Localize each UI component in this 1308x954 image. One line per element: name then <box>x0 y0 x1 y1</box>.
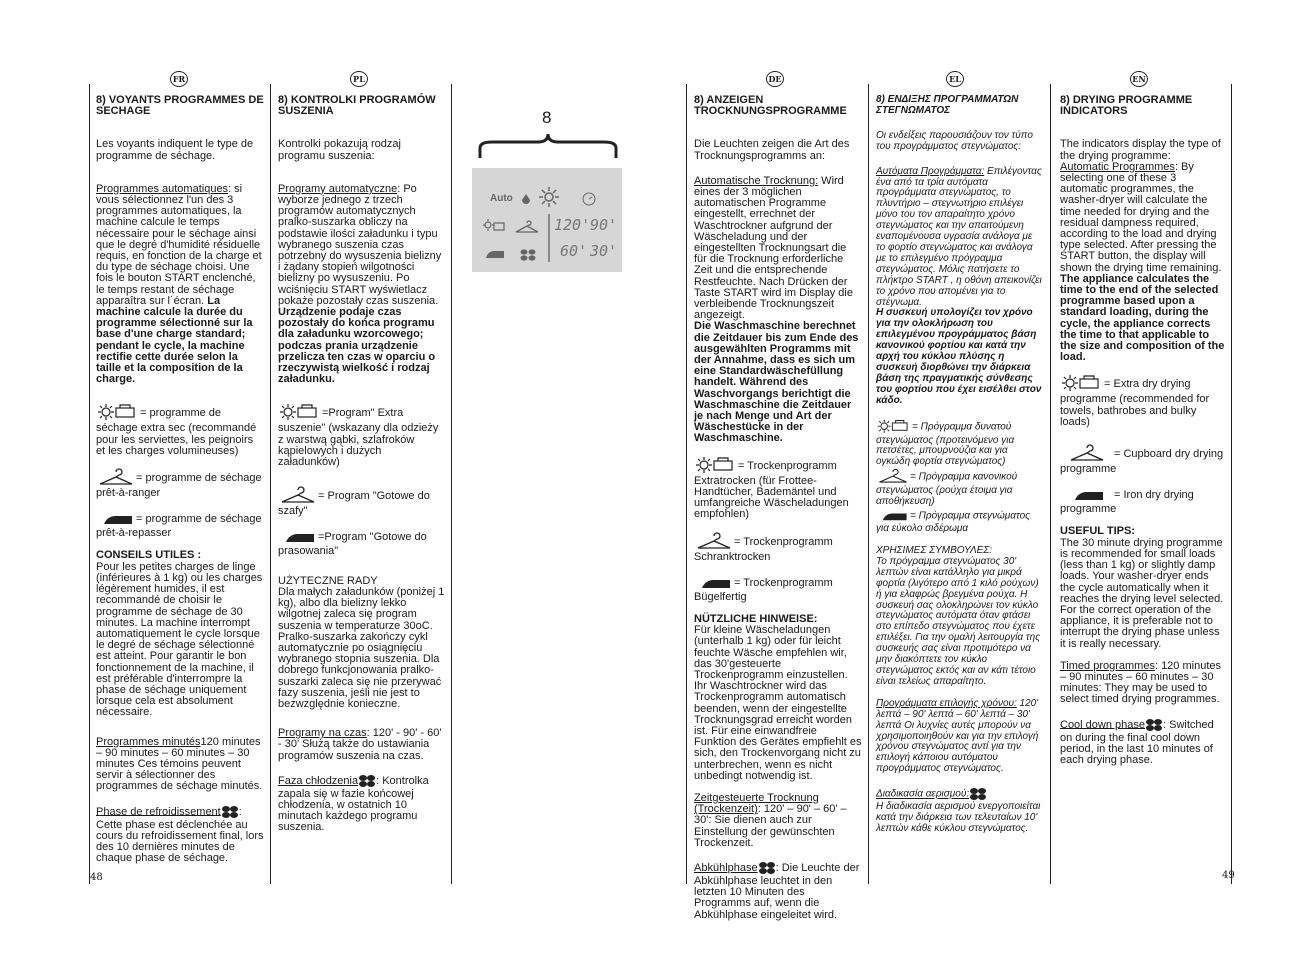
callout-brace <box>472 130 624 160</box>
callout-number: 8 <box>542 108 552 127</box>
iron-icon <box>484 248 506 260</box>
tips-paragraph: ΧΡΗΣΙΜΕΣ ΣΥΜΒΟΥΛΕΣ: Το πρόγραμμα στεγνώματος 30' λεπτών είναι κατάλληλο για μικρά φορτία (λιγότερο από 1 κιλό ρούχων) ή για ελαφρώς βρεγμένα ρούχα. Η συσκευή σας ολοκληρώνει τον κύκλο στεγνώματος αυτόματα όταν φτάσει στο επίπεδο στεγνώματος που έχετε επιλέξει. Για την ομαλή λειτουργία της συσκευής σας είναι προτιμότερο να μην διακόπτετε τον κύκλο στεγνώματος εκτός και αν κάτι τέτοιο είναι τελείως απαραίτητο. <box>876 545 1041 687</box>
column-pl <box>278 95 446 845</box>
column-el <box>876 95 1044 846</box>
auto-paragraph: Programy automatyczne: Po wyborze jednego z trzech programów automatycznych pralko-suszarka obliczy na podstawie ilości załadunku i typu wybranego suszenia czas potrzebny do wysuszenia bielizny i żądany stopień wilgotności bielizny po wysuszeniu. Po wciśnięciu START wyświetlacz pokaże pozostały czas suszenia. Urządzenie podaje czas pozostały do końca programu dla załadunku wzorcowego; podczas prania urządzenie przelicza ten czas w oparciu o rzeczywistą wielkość i rodzaj załadunku. <box>278 182 442 386</box>
column-rule <box>686 84 687 884</box>
timed-paragraph: Programmes minutés120 minutes – 90 minutes – 60 minutes – 30 minutes Ces témoins peuvent servir à sélectionner des programmes de séchage minutés. <box>96 735 263 793</box>
time-60: 60' <box>560 242 588 260</box>
fan-icon <box>758 860 776 876</box>
flag-el-icon: EL <box>946 71 964 87</box>
extra-dry-icon <box>278 403 322 423</box>
display-panel <box>472 168 622 272</box>
page-number-right: 49 <box>1222 870 1235 881</box>
timed-paragraph: Zeitgesteuerte Trocknung (Trockenzeit): 120' – 90' – 60' – 30': Sie dienen auch zur Einstellung der gewünschten Trockenzeit. <box>694 791 847 849</box>
extra-dry-icon <box>876 418 912 436</box>
column-rule <box>868 84 869 884</box>
cool-paragraph: Cool down phase : Switched on during the final cool down period, in the last 10 minutes of each drying phase. <box>1060 718 1214 766</box>
hanger-icon <box>1060 444 1114 464</box>
time-30: 30' <box>590 242 618 260</box>
extra-dry-item: = programme de séchage extra sec (recommandé pour les serviettes, les peignoirs et les charges volumineuses) <box>96 403 264 457</box>
page-number-left: 48 <box>90 872 103 883</box>
iron-dry-item: =Program "Gotowe do prasowania" <box>278 528 446 557</box>
auto-label: Auto <box>490 193 513 204</box>
cool-paragraph: Διαδικασία αερισμού: Η διαδικασία αερισμού ενεργοποιείται κατά την διάρκεια των τελευταίων 10' λεπτών κάθε κύκλου στεγνώματος. <box>876 786 1044 835</box>
extra-dry-item: = Πρόγραμμα δυνατού στεγνώματος (προτεινόμενο για πετσέτες, μπουρνούζια και για ογκώδη φορτία στεγνώματος) <box>876 418 1044 469</box>
fan-icon <box>1145 717 1163 733</box>
cupboard-dry-item: = Cupboard dry drying programme <box>1060 444 1226 475</box>
column-rule <box>270 84 271 884</box>
cupboard-dry-item: = Πρόγραμμα κανονικού στεγνώματος (ρούχα έτοιμα για αποθήκευση) <box>876 468 1044 508</box>
column-en <box>1060 95 1226 777</box>
extra-dry-icon <box>96 403 140 423</box>
section-title: 8) ANZEIGEN TROCKNUNGSPROGRAMME <box>694 94 847 118</box>
iron-icon <box>1060 486 1114 504</box>
iron-dry-item: = Trockenprogramm Bügelfertig <box>694 574 862 603</box>
extra-dry-icon <box>1060 374 1104 394</box>
extra-dry-item: = Extra dry drying programme (recommended for towels, bathrobes and bulky loads) <box>1060 374 1226 428</box>
hanger-icon <box>96 468 136 488</box>
section-title: 8) ΕΝΔΙΞΗΣ ΠΡΟΓΡΑΜΜΑΤΩΝ ΣΤΕΓΝΩΜΑΤΟΣ <box>876 94 1019 116</box>
time-120: 120' <box>554 216 591 234</box>
flag-fr-icon: FR <box>170 71 188 87</box>
auto-paragraph: Programmes automatiques: si vous sélectionnez l'un des 3 programmes automatiques, la machine calcule le temps nécessaire pour le séchage ainsi que le degré d'humidité résiduelle requis, en fonction de la charge et du type de séchage choisi. Une fois le bouton START enclenché, le temps restant de séchage apparaîtra sur l´écran. La machine calcule la durée du programme sélectionné sur la base d'une charge standard; pendant le cycle, la machine rectifie cette durée selon la taille et la composition de la charge. <box>96 182 262 386</box>
auto-paragraph: Automatische Trocknung: Wird eines der 3 möglichen automatischen Programme eingestellt, errechnet der Waschtrockner aufgrund der Wäscheladung und der eingestellten Trocknungsart die für die Trocknung erforderliche Zeit und die entsprechende Restfeuchte. Nach Drücken der Taste START wird im Display die verbleibende Trocknungszeit angezeigt. Die Waschmaschine berechnet die Zeitdauer bis zum Ende des ausgewählten Programms mit der Annahme, dass es sich um eine Standardwäschefüllung handelt. Während des Waschvorgangs berichtigt die Waschmaschine die Zeitdauer je nach Menge und Art der Wäschestücke in der Waschmaschine. <box>694 174 859 445</box>
iron-icon <box>96 510 136 528</box>
intro-text: Οι ενδείξεις παρουσιάζουν τον τύπο του προγράμματος στεγνώματος: <box>876 129 1033 152</box>
sun-icon <box>538 186 560 208</box>
hanger-icon <box>694 532 734 552</box>
drop-icon <box>522 194 530 204</box>
auto-paragraph: Automatic Programmes: By selecting one of these 3 automatic programmes, the washer-dryer will calculate the time needed for drying and the residual dampness required, according to the load and drying type selected. After pressing the START button, the display will shown the drying time remaining. The appliance calculates the time to the end of the selected programme based upon a standard loading, during the cycle, the appliance corrects the time to that applicable to the size and composition of the load. <box>1060 160 1225 364</box>
timed-paragraph: Προγράμματα επιλογής χρόνου: 120' λεπτά – 90' λεπτά – 60' λεπτά – 30' λεπτά Οι λυχνίες αυτές μπορούν να χρησιμοποιηθούν και για την επιλογή χρόνου στεγνώματος αντί για την επιλογή κάποιου αυτόματου προγράμματος στεγνώματος. <box>876 697 1039 775</box>
cool-paragraph: Phase de refroidissement : Cette phase est déclenchée au cours du refroidissement final, lors des 10 dernières minutes de chaque phase de séchage. <box>96 805 264 865</box>
section-title: 8) VOYANTS PROGRAMMES DE SECHAGE <box>96 94 264 118</box>
column-rule <box>1050 84 1051 884</box>
cool-paragraph: Abkühlphase : Die Leuchte der Abkühlphase leuchtet in den letzten 10 Minuten des Programms auf, wenn die Abkühlphase eingeleitet wird. <box>694 861 860 921</box>
tips-paragraph: NÜTZLICHE HINWEISE: Für kleine Wäscheladungen (unterhalb 1 kg) oder für leicht feuchte Wäsche empfehlen wir, das 30'gesteuerte Trockenprogramm einzustellen. Ihr Waschtrockner wird das Trockenprogramm automatisch beenden, wenn der eingestellte Trocknungsgrad erreicht worden ist. Für eine einwandfreie Funktion des Gerätes empfiehlt es sich, den Trockenvorgang nicht zu unterbrechen, wenn es nicht unbedingt notwendig ist. <box>694 612 862 782</box>
cupboard-dry-item: = programme de séchage prêt-à-ranger <box>96 468 264 499</box>
extra-dry-item: = Trockenprogramm Extratrocken (für Frottee-Handtücher, Bademäntel und umfangreiche Wäscheladungen empfohlen) <box>694 456 862 521</box>
control-panel-figure <box>472 108 624 274</box>
iron-icon <box>876 508 910 524</box>
column-rule <box>451 84 452 884</box>
cupboard-dry-item: = Trockenprogramm Schranktrocken <box>694 532 862 563</box>
panel-divider <box>548 214 550 262</box>
fan-icon <box>520 248 536 262</box>
column-de <box>694 95 862 932</box>
intro-text: Die Leuchten zeigen die Art des Trocknungsprogramms an: <box>694 138 850 162</box>
iron-dry-item: = Iron dry drying programme <box>1060 486 1226 515</box>
hanger-icon <box>876 468 910 486</box>
section-title: 8) DRYING PROGRAMME INDICATORS <box>1060 94 1193 118</box>
auto-paragraph: Αυτόματα Προγράμματα: Επιλέγοντας ένα από τα τρία αυτόματα προγράμματα στεγνώματος, το πλυντήριο – στεγνωτήριο επιλέγει μόνο του τον απαραίτητο χρόνο στεγνώματος και την απαιτούμενη εναπομένουσα υγρασία ανάλογα με το φορτίο στεγνώματος και ανάλογα με το επιλεγμένο πρόγραμμα στεγνώματος. Μόλις πατήσετε το πλήκτρο START , η οθόνη απεικονίζει το χρόνο που απομένει για το στέγνωμα. Η συσκευή υπολογίζει τον χρόνο για την ολοκλήρωση του επιλεγμένου προγράμματος βάση κανονικού φορτίου και κατά την αρχή του κύκλου πλύσης η συσκευή διορθώνει την διάρκεια βάση της πραγματικής σύνθεσης του φορτίου που έχει εισέλθει στον κάδο. <box>876 165 1042 406</box>
clock-icon <box>582 192 596 206</box>
flag-en-icon: EN <box>1130 71 1148 87</box>
column-rule <box>1231 84 1232 884</box>
iron-icon <box>278 528 318 546</box>
hanger-icon <box>278 486 318 506</box>
fan-icon <box>358 773 376 789</box>
iron-dry-item: = Πρόγραμμα στεγνώματος για εύκολο σιδέρωμα <box>876 508 1044 535</box>
fan-icon <box>969 786 987 802</box>
timed-paragraph: Timed programmes: 120 minutes – 90 minutes – 60 minutes – 30 minutes: They may be used to select timed drying programmes. <box>1060 659 1221 706</box>
intro-text: Kontrolki pokazują rodzaj programu suszenia: <box>278 138 401 162</box>
tips-paragraph: UŻYTECZNE RADY Dla małych załadunków (poniżej 1 kg), albo dla bielizny lekko wilgotnej zaleca się program suszenia w temperaturze 30oC. Pralko-suszarka zakończy cykl automatycznie po osiągnięciu wybranego stopnia suszenia. Dla dobrego funkcjonowania pralko-suszarki zaleca się nie przerywać fazy suszenia, jeśli nie jest to bezwzględnie konieczne. <box>278 574 445 710</box>
iron-dry-item: = programme de séchage prêt-à-repasser <box>96 510 264 539</box>
hanger-icon <box>514 220 540 234</box>
extra-dry-icon <box>482 218 506 234</box>
section-title: 8) KONTROLKI PROGRAMÓW SUSZENIA <box>278 94 436 118</box>
cupboard-dry-item: = Program "Gotowe do szafy" <box>278 486 446 517</box>
column-fr <box>96 95 264 875</box>
intro-text: Les voyants indiquent le type de programme de séchage. <box>96 138 254 162</box>
fan-icon <box>221 804 239 820</box>
intro-text: The indicators display the type of the drying programme: <box>1060 138 1221 162</box>
extra-dry-item: =Program" Extra suszenie" (wskazany dla odzieży z warstwą gąbki, szlafroków kąpielowych i dużych załadunków) <box>278 403 446 468</box>
iron-icon <box>694 574 734 592</box>
flag-pl-icon: PL <box>350 71 368 87</box>
column-rule <box>89 84 90 884</box>
time-90: 90' <box>590 216 618 234</box>
extra-dry-icon <box>694 456 738 476</box>
tips-paragraph: CONSEILS UTILES : Pour les petites charges de linge (inférieures à 1 kg) ou les charges légèrement humides, il est recommandé de choisir le programme de séchage de 30 minutes. La machine interrompt automatiquement le cycle lorsque le degré de séchage sélectionné est atteint. Pour garantir le bon fonctionnement de la machine, il est préférable d'interrompre la phase de séchage uniquement lorsque cela est absolument nécessaire. <box>96 549 263 719</box>
tips-paragraph: USEFUL TIPS: The 30 minute drying programme is recommended for small loads (less than 1 kg) or slightly damp loads. Your washer-dryer ends the cycle automatically when it reaches the drying level selected. For the correct operation of the appliance, it is preferable not to interrupt the drying phase unless it is really necessary. <box>1060 525 1224 650</box>
cool-paragraph: Faza chłodzenia : Kontrolka zapala się w fazie końcowej chłodzenia, w ostatnich 10 minutach każdego programu suszenia. <box>278 774 429 834</box>
timed-paragraph: Programy na czas: 120' - 90' - 60' - 30' Służą także do ustawiania programów suszenia na czas. <box>278 727 442 762</box>
flag-de-icon: DE <box>766 71 784 87</box>
